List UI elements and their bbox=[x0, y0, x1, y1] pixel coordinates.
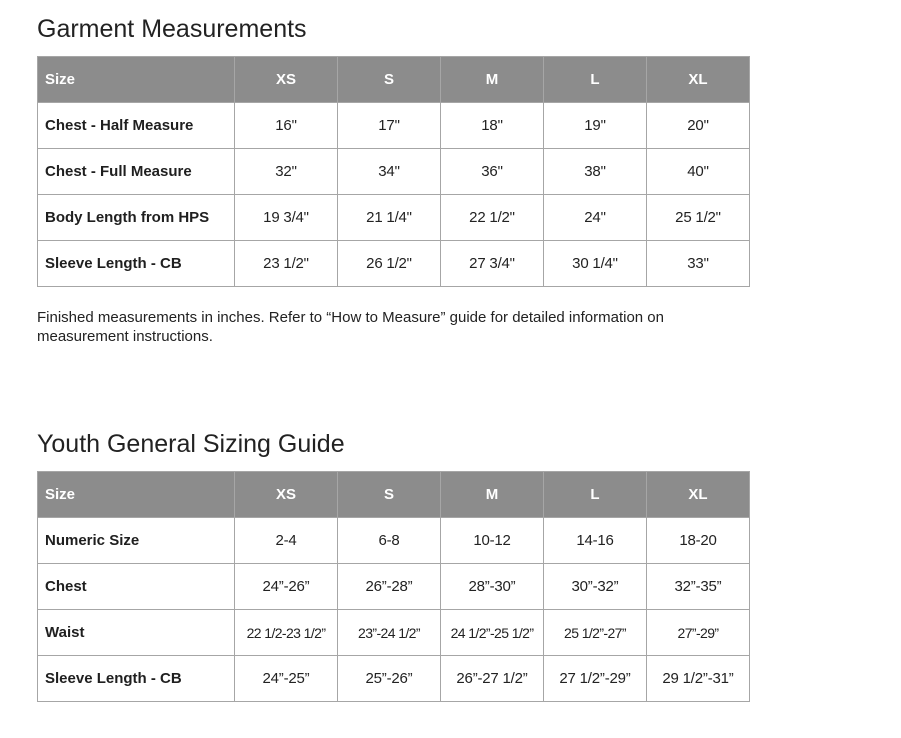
table-cell: 33" bbox=[647, 241, 750, 287]
table-row bbox=[38, 195, 750, 241]
table-cell: 18-20 bbox=[647, 518, 750, 564]
table-row bbox=[38, 149, 750, 195]
table-cell: 30 1/4" bbox=[544, 241, 647, 287]
table-row bbox=[38, 241, 750, 287]
table-cell: 28”-30” bbox=[441, 564, 544, 610]
table-cell: 2-4 bbox=[235, 518, 338, 564]
garment-measurements-title: Garment Measurements bbox=[37, 15, 307, 43]
table-cell: 36" bbox=[441, 149, 544, 195]
table-cell: 34" bbox=[338, 149, 441, 195]
garment-measurements-table bbox=[37, 56, 750, 287]
table-cell: 14-16 bbox=[544, 518, 647, 564]
table-cell: 40" bbox=[647, 149, 750, 195]
table-cell: 25 1/2" bbox=[647, 195, 750, 241]
row-label: Chest - Full Measure bbox=[38, 149, 235, 195]
table-cell: 21 1/4" bbox=[338, 195, 441, 241]
row-label: Sleeve Length - CB bbox=[38, 241, 235, 287]
row-label: Body Length from HPS bbox=[38, 195, 235, 241]
size-header-s: S bbox=[338, 472, 441, 518]
table-cell: 29 1/2”-31” bbox=[647, 656, 750, 702]
table-row bbox=[38, 610, 750, 656]
table-cell: 32" bbox=[235, 149, 338, 195]
table-cell: 27”-29” bbox=[647, 610, 750, 656]
size-column-header: Size bbox=[38, 57, 235, 103]
table-cell: 24" bbox=[544, 195, 647, 241]
size-header-xl: XL bbox=[647, 57, 750, 103]
table-header-row bbox=[38, 57, 750, 103]
table-cell: 18" bbox=[441, 103, 544, 149]
table-cell: 30”-32” bbox=[544, 564, 647, 610]
size-header-m: M bbox=[441, 57, 544, 103]
table-cell: 10-12 bbox=[441, 518, 544, 564]
row-label: Chest bbox=[38, 564, 235, 610]
table-cell: 19 3/4" bbox=[235, 195, 338, 241]
size-header-m: M bbox=[441, 472, 544, 518]
table-cell: 24”-25” bbox=[235, 656, 338, 702]
table-header-row bbox=[38, 472, 750, 518]
size-column-header: Size bbox=[38, 472, 235, 518]
table-cell: 16" bbox=[235, 103, 338, 149]
table-cell: 20" bbox=[647, 103, 750, 149]
table-row bbox=[38, 656, 750, 702]
table-cell: 27 1/2”-29” bbox=[544, 656, 647, 702]
table-cell: 25”-26” bbox=[338, 656, 441, 702]
youth-sizing-guide-title: Youth General Sizing Guide bbox=[37, 430, 345, 458]
table-cell: 23”-24 1/2” bbox=[338, 610, 441, 656]
measurement-note: Finished measurements in inches. Refer to “How to Measure” guide for detailed information on measurement instructions. bbox=[37, 309, 664, 345]
table-cell: 24 1/2”-25 1/2” bbox=[441, 610, 544, 656]
size-header-xl: XL bbox=[647, 472, 750, 518]
table-cell: 38" bbox=[544, 149, 647, 195]
table-cell: 17" bbox=[338, 103, 441, 149]
table-cell: 26”-27 1/2” bbox=[441, 656, 544, 702]
size-header-xs: XS bbox=[235, 57, 338, 103]
table-row bbox=[38, 103, 750, 149]
table-cell: 19" bbox=[544, 103, 647, 149]
size-header-l: L bbox=[544, 472, 647, 518]
table-cell: 26 1/2" bbox=[338, 241, 441, 287]
table-cell: 32”-35” bbox=[647, 564, 750, 610]
table-cell: 24”-26” bbox=[235, 564, 338, 610]
youth-sizing-table bbox=[37, 471, 750, 702]
size-header-xs: XS bbox=[235, 472, 338, 518]
table-row bbox=[38, 518, 750, 564]
table-cell: 26”-28” bbox=[338, 564, 441, 610]
table-cell: 22 1/2-23 1/2” bbox=[235, 610, 338, 656]
table-cell: 23 1/2" bbox=[235, 241, 338, 287]
size-header-l: L bbox=[544, 57, 647, 103]
table-cell: 27 3/4" bbox=[441, 241, 544, 287]
table-cell: 25 1/2”-27” bbox=[544, 610, 647, 656]
row-label: Chest - Half Measure bbox=[38, 103, 235, 149]
table-cell: 6-8 bbox=[338, 518, 441, 564]
row-label: Waist bbox=[38, 610, 235, 656]
table-row bbox=[38, 564, 750, 610]
row-label: Sleeve Length - CB bbox=[38, 656, 235, 702]
row-label: Numeric Size bbox=[38, 518, 235, 564]
size-header-s: S bbox=[338, 57, 441, 103]
table-cell: 22 1/2" bbox=[441, 195, 544, 241]
